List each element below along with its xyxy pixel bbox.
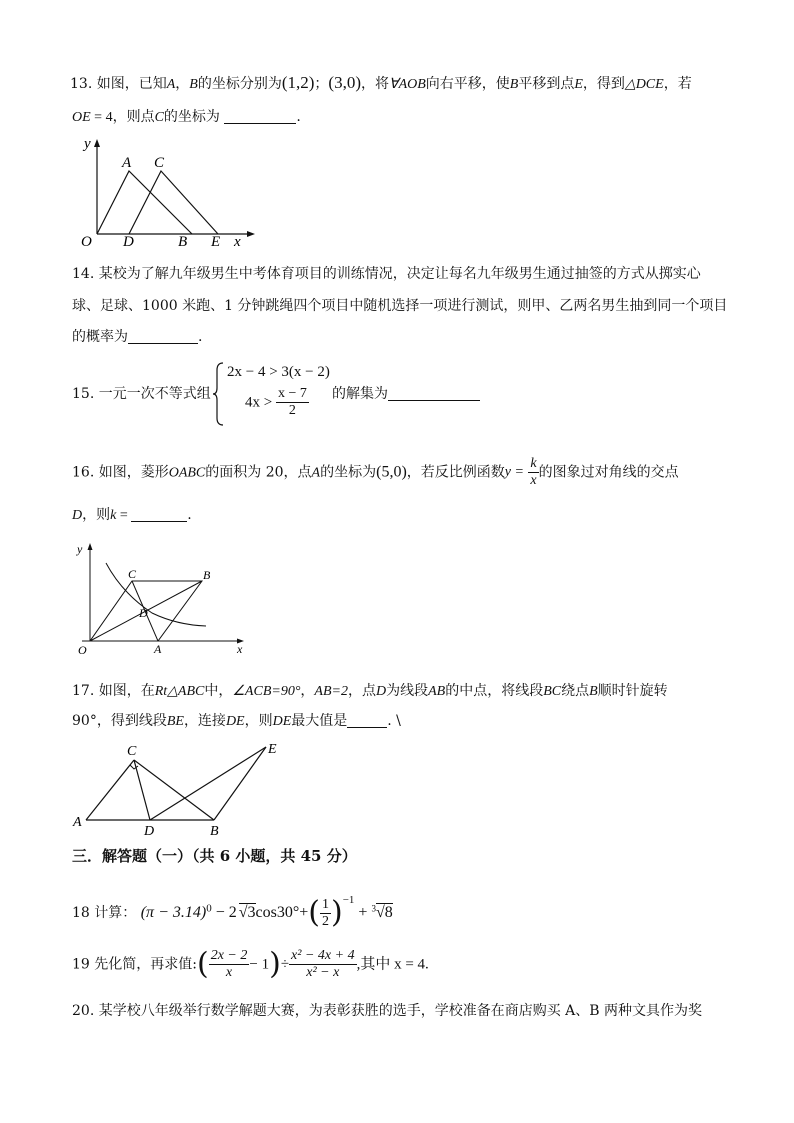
q20-line1: 20. 某学校八年级举行数学解题大赛，为表彰获胜的选手，学校准备在商店购买 A、B 两种文具作为奖 xyxy=(72,1003,703,1019)
label-a: A xyxy=(154,642,162,656)
q13-line1: 13. 如图，已知A，B的坐标分别为(1,2)；(3,0)，将∀AOB向右平移，使B平移到点E，得到△DCE，若 xyxy=(70,73,692,92)
q13-line2: OE = 4，则点C的坐标为 . xyxy=(72,109,301,125)
figure-17 xyxy=(72,740,287,840)
q15-answer-blank xyxy=(388,385,480,401)
q16-answer-blank xyxy=(131,506,187,522)
q18-fraction: $\frac{1}{2}$ xyxy=(321,896,329,929)
label-b: B xyxy=(203,568,211,582)
figure-16 xyxy=(72,538,252,658)
q18-line: 18 计算： $(\pi - 3.14)^0 - 2$ √3cos30°+( $\frac{1}{2}$ )$^{-1}$ + $^3$√8 xyxy=(72,894,393,930)
q15-fraction: $\frac{x - 7}{2}$ xyxy=(277,386,307,418)
q15-inequality-1: 2x − 4 > 3(x − 2) xyxy=(227,364,330,380)
q19-fraction-1: $\frac{2x - 2}{x}$ xyxy=(210,948,248,980)
section-heading: 三．解答题（一）（共 6 小题，共 45 分） xyxy=(72,847,357,865)
q17-line2: 90°，得到线段BE，连接DE，则DE最大值是 . \ xyxy=(72,713,401,729)
q17-line1: 17. 如图，在Rt△ABC中，∠ACB=90°，AB=2，点D为线段AB的中点，将线段BC绕点B顺时针旋转 xyxy=(72,683,668,699)
segment-cd xyxy=(134,760,150,820)
label-d: D xyxy=(123,234,134,250)
coord-b: (3,0) xyxy=(328,73,361,92)
label-d: D xyxy=(139,606,148,620)
q14-line1: 14. 某校为了解九年级男生中考体育项目的训练情况，决定让每名九年级男生通过抽签的方式从掷实心 xyxy=(72,266,701,282)
label-x: x xyxy=(237,642,243,656)
q16-function-fraction: $\frac{k}{x}$ xyxy=(530,456,537,488)
segment-de xyxy=(150,747,266,820)
segment-cb xyxy=(134,760,214,820)
label-o: O xyxy=(78,643,87,657)
label-a: A xyxy=(122,155,132,171)
q13-number: 13. xyxy=(70,76,93,92)
q16-line1: 16. 如图，菱形OABC的面积为 20，点A的坐标为(5,0)，若反比例函数y = $\frac{k}{x}$ 的图象过对角线的交点 xyxy=(72,456,679,488)
sqrt-3: √3 xyxy=(238,904,256,921)
coord-a: (1,2) xyxy=(281,73,315,92)
label-x: x xyxy=(234,234,241,250)
q14-line2: 球、足球、1000 米跑、1 分钟跳绳四个项目中随机选择一项进行测试，则甲、乙两名男生抽到同一个项目 xyxy=(72,298,728,314)
label-a: A xyxy=(73,815,82,830)
q17-answer-blank xyxy=(347,712,387,728)
label-o: O xyxy=(81,234,92,250)
label-e: E xyxy=(211,234,221,250)
segment-ac xyxy=(86,760,134,820)
label-y: y xyxy=(84,136,91,152)
label-b: B xyxy=(210,824,219,839)
label-y: y xyxy=(77,542,83,556)
label-c: C xyxy=(154,155,165,171)
figure-13 xyxy=(70,136,260,251)
triangle-dce xyxy=(129,171,218,234)
q15-label: 15. 一元一次不等式组 xyxy=(72,386,211,402)
label-c: C xyxy=(128,567,137,581)
label-e: E xyxy=(268,742,277,757)
cube-root-8: √8 xyxy=(375,904,393,921)
q15-inequality-2: 4x > $\frac{x - 7}{2}$ xyxy=(245,386,307,418)
q19-fraction-2: $\frac{\text{x² − 4x + 4}}{\text{x² − x}}$ xyxy=(291,948,355,980)
q15-tail: 的解集为 xyxy=(332,384,480,404)
q14-answer-blank xyxy=(128,328,198,344)
label-b: B xyxy=(178,234,188,250)
hyperbola xyxy=(106,563,206,626)
q16-line2: D，则k = . xyxy=(72,507,192,523)
label-c: C xyxy=(127,744,137,759)
q14-line3: 的概率为 . xyxy=(72,329,203,345)
q13-answer-blank xyxy=(224,108,296,124)
q19-line: 19 先化简，再求值:( $\frac{2x - 2}{x}$ − 1)÷ $\frac{\text{x² − 4x + 4}}{\text{x² − x}}$ ,其中 x = 4. xyxy=(72,946,429,982)
q15-brace xyxy=(213,362,225,426)
segment-be xyxy=(214,747,266,820)
label-d: D xyxy=(144,824,155,839)
